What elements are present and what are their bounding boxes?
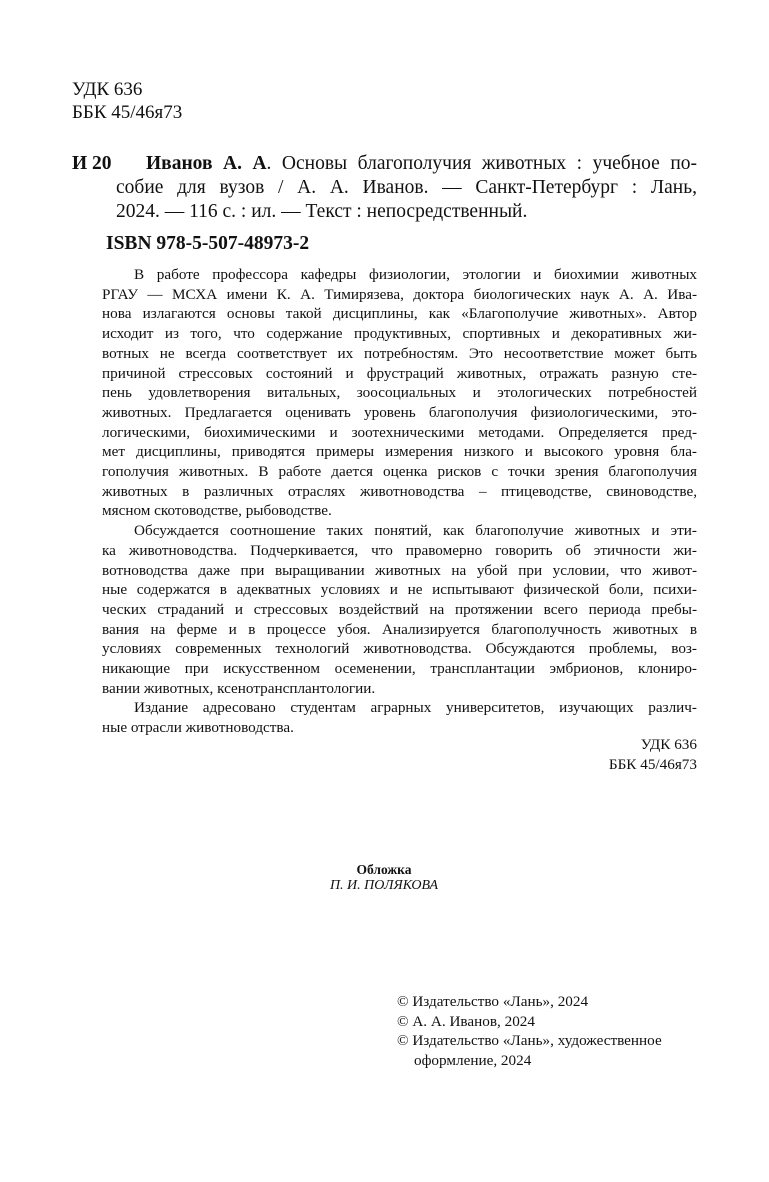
copyright-line: © Издательство «Лань», 2024	[397, 993, 589, 1010]
abstract-line: животных в различных отраслях животноводства – птицеводстве, свиноводстве,	[102, 482, 697, 500]
cover-designer: П. И. ПОЛЯКОВА	[329, 878, 439, 893]
abstract-line: нова излагаются основы такой дисциплины, как «Благополучие животных». Автор	[102, 305, 697, 323]
isbn: ISBN 978-5-507-48973-2	[106, 233, 310, 254]
abstract-line: В работе профессора кафедры физиологии, этологии и биохимии животных	[134, 266, 697, 283]
abstract-line: ческих страданий и стрессовых воздействий на протяжении всего периода пребы-	[102, 600, 697, 618]
abstract-line: мясном скотоводстве, рыбоводстве.	[102, 502, 332, 520]
abstract-line: условиях современных технологий животноводства. Обсуждаются проблемы, воз-	[102, 640, 697, 658]
entry-author: Иванов А. А	[146, 153, 267, 174]
bbk-code: ББК 45/46я73	[72, 102, 183, 123]
abstract-line: РГАУ — МСХА имени К. А. Тимирязева, доктора биологических наук А. А. Ива-	[102, 285, 697, 303]
classification-codes-top	[72, 78, 182, 124]
copyright-line: оформление, 2024	[414, 1051, 532, 1069]
abstract-line: ка животноводства. Подчеркивается, что правомерно говорить об этичности жи-	[102, 541, 697, 559]
copyright-block	[397, 992, 717, 1070]
abstract	[102, 265, 697, 738]
cover-label: Обложка	[356, 862, 412, 877]
abstract-paragraph-3	[102, 698, 697, 737]
bbk-code-bottom: ББК 45/46я73	[608, 755, 697, 773]
abstract-line: Обсуждается соотношение таких понятий, как благополучие животных и эти-	[134, 522, 697, 540]
copyright-line: © Издательство «Лань», художественное	[397, 1032, 662, 1049]
cover-credit	[284, 862, 484, 894]
classification-codes-bottom	[500, 735, 697, 774]
abstract-line: исходит из того, что содержание продуктивных, спортивных и декоративных жи-	[102, 325, 697, 343]
abstract-line: логическими, биохимическими и зоотехническими методами. Определяется пред-	[102, 423, 697, 441]
copyright-line: © А. А. Иванов, 2024	[397, 1012, 535, 1030]
abstract-line: вотноводства даже при выращивании животных на убой при условии, что живот-	[102, 561, 697, 579]
entry-title-start: . Основы благополучия животных : учебное по-	[266, 153, 697, 174]
abstract-line: вании животных, ксенотрансплантологии.	[102, 679, 376, 697]
abstract-line: ные отрасли животноводства.	[102, 719, 294, 737]
abstract-paragraph-1	[102, 265, 697, 521]
udk-code: УДК 636	[72, 79, 143, 100]
abstract-line: Издание адресовано студентам аграрных университетов, изучающих различ-	[134, 699, 697, 717]
abstract-line: пень удовлетворения витальных, зоосоциальных и этологических потребностей	[102, 384, 697, 402]
abstract-line: вания на ферме и в процессе убоя. Анализируется благополучность животных в	[102, 620, 697, 638]
abstract-line: ные содержатся в адекватных условиях и не испытывают физической боли, психи-	[102, 581, 697, 599]
abstract-line: животных. Предлагается оценивать уровень благополучия физиологическими, это-	[102, 403, 697, 421]
entry-line-3: 2024. — 116 с. : ил. — Текст : непосредственный.	[116, 201, 528, 222]
abstract-line: никающие при искусственном осеменении, трансплантации эмбрионов, клониро-	[102, 660, 697, 678]
abstract-line: причиной стрессовых состояний и фрустраций животных, отражать разную сте-	[102, 364, 697, 382]
abstract-line: вотных не всегда соответствует их потребностям. Это несоответствие может быть	[102, 344, 697, 362]
abstract-line: гополучия животных. В работе дается оценка рисков с точки зрения благополучия	[102, 463, 697, 481]
udk-code-bottom: УДК 636	[640, 736, 697, 753]
author-sign: И 20	[72, 153, 112, 174]
bibliographic-entry	[146, 152, 697, 175]
entry-line-1	[146, 152, 697, 175]
entry-line-2: собие для вузов / А. А. Иванов. — Санкт-Петербург : Лань,	[116, 177, 697, 198]
abstract-paragraph-2	[102, 521, 697, 698]
abstract-line: мет дисциплины, приводятся примеры измерения низкого и высокого уровня бла-	[102, 443, 697, 461]
